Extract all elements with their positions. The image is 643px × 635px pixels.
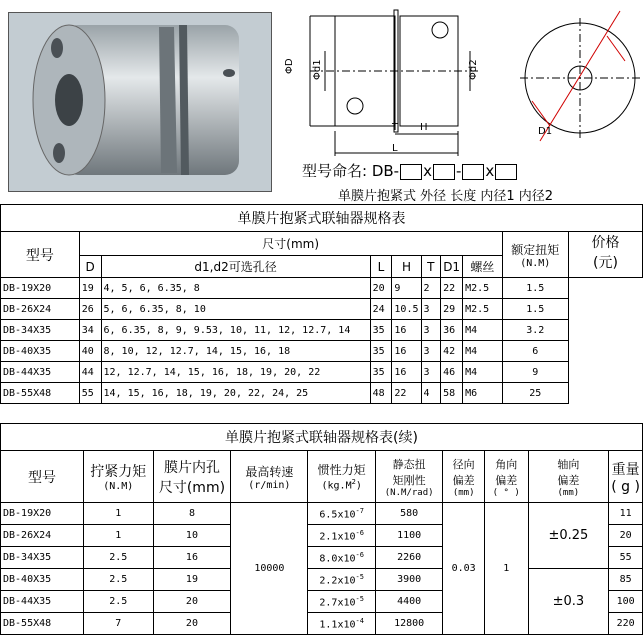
stiffness-label1: 静态扭 [392,457,426,471]
bores-cell: 8, 10, 12, 12.7, 14, 15, 16, 18 [101,341,370,362]
inertia-cell [308,525,375,547]
t2-col-inertia [308,451,375,503]
t2-col-axial [528,451,609,503]
h-cell: 16 [392,362,421,383]
stiffness-cell: 1100 [375,525,443,547]
membrane-cell: 8 [153,503,231,525]
torque-cell: 1.5 [502,299,568,320]
stiffness-cell: 2260 [375,547,443,569]
weight-cell: 11 [609,503,643,525]
model-cell: DB-34X35 [1,547,84,569]
membrane-cell: 20 [153,591,231,613]
weight-cell: 220 [609,613,643,635]
inertia-cell [308,591,375,613]
h-cell: 16 [392,341,421,362]
inertia-exponent: -5 [355,594,364,603]
tighten-cell: 2.5 [83,547,153,569]
torque-cell: 3.2 [502,320,568,341]
screw-cell: M2.5 [463,299,502,320]
price-label: 价格 [591,235,620,251]
t-label: T [392,122,399,133]
screw-cell: M4 [463,362,502,383]
inertia-exponent: -4 [355,616,364,625]
model-cell: DB-40X35 [1,569,84,591]
h-cell: 22 [392,383,421,404]
l-label: L [392,143,398,154]
membrane-cell: 20 [153,613,231,635]
inertia-cell [308,547,375,569]
model-cell: DB-55X48 [1,383,80,404]
screw-cell: M4 [463,320,502,341]
model-cell: DB-55X48 [1,613,84,635]
h-label: H [420,122,428,133]
torque-cell: 1.5 [502,278,568,299]
d1-cell: 46 [441,362,463,383]
d-cell: 26 [79,299,101,320]
model-cell: DB-26X24 [1,525,84,547]
model-naming-row [302,160,518,181]
inertia-exponent: -7 [355,506,364,515]
tighten-cell: 7 [83,613,153,635]
l-cell: 35 [370,320,392,341]
inertia-cell [308,569,375,591]
d1-cell: 42 [441,341,463,362]
model-cell: DB-19X20 [1,503,84,525]
model-cell: DB-44X35 [1,591,84,613]
t2-col-tighten [83,451,153,503]
inertia-label: 惯性力矩 [317,463,366,478]
membrane-cell: 16 [153,547,231,569]
inertia-cell [308,613,375,635]
table-row [1,299,643,320]
d0-label: ΦD [284,58,295,74]
d1-cell: 29 [441,299,463,320]
naming-legend: 单膜片抱紧式 外径 长度 内径1 内径2 [338,189,554,204]
l-cell: 35 [370,362,392,383]
membrane-unit: 尺寸(mm) [158,479,226,496]
table-row [1,341,643,362]
bores-cell: 4, 5, 6, 6.35, 8 [101,278,370,299]
inertia-base: 1.1x10 [319,619,356,631]
bores-cell: 6, 6.35, 8, 9, 9.53, 10, 11, 12, 12.7, 14 [101,320,370,341]
d1-cell: 36 [441,320,463,341]
stiffness-cell: 4400 [375,591,443,613]
model-cell: DB-34X35 [1,320,80,341]
table-row [1,362,643,383]
screw-cell: M6 [463,383,502,404]
inertia-base: 2.7x10 [319,597,356,609]
table-row [1,503,643,525]
t2-col-radial [443,451,485,503]
axial-label1: 轴向 [557,457,580,471]
d-cell: 44 [79,362,101,383]
t2-col-stiffness [375,451,443,503]
naming-sep1: x [423,162,432,180]
tighten-cell: 1 [83,525,153,547]
inertia-exponent: -5 [355,572,364,581]
col-h: H [392,256,421,278]
bores-cell: 14, 15, 16, 18, 19, 20, 22, 24, 25 [101,383,370,404]
naming-sep3: x [485,162,495,180]
l-cell: 35 [370,341,392,362]
price-unit: (元) [593,255,618,271]
t2-col-membrane [153,451,231,503]
tighten-unit: (N.M) [103,481,134,492]
d2-label: Φd2 [468,59,479,80]
l-cell: 20 [370,278,392,299]
screw-cell: M4 [463,341,502,362]
col-d1: D1 [441,256,463,278]
d-cell: 34 [79,320,101,341]
membrane-cell: 10 [153,525,231,547]
axial-unit: (mm) [557,487,580,498]
inertia-unit: $(kg.M^2)$ [321,478,362,492]
col-torque [502,232,568,278]
d1-cell: 58 [441,383,463,404]
l-cell: 24 [370,299,392,320]
t-cell: 2 [421,278,441,299]
t-cell: 3 [421,320,441,341]
naming-sep2: - [455,162,462,180]
t-cell: 3 [421,299,441,320]
spec-table-title: 单膜片抱紧式联轴器规格表 [1,205,643,232]
angular-label1: 角向 [495,457,518,471]
stiffness-cell: 3900 [375,569,443,591]
model-cell: DB-19X20 [1,278,80,299]
coupling-image [9,13,271,191]
axial-cell-b: ±0.3 [528,569,609,635]
radial-unit: (mm) [452,487,475,498]
tighten-cell: 2.5 [83,569,153,591]
table-row [1,320,643,341]
col-price [568,232,642,278]
weight-cell: 20 [609,525,643,547]
col-size: 尺寸(mm) [79,232,502,256]
radial-cell: 0.03 [443,503,485,635]
stiffness-unit: (N.M/rad) [384,487,434,498]
stiffness-label2: 矩刚性 [392,473,426,487]
bores-cell: 5, 6, 6.35, 8, 10 [101,299,370,320]
col-bores: d1,d2可选孔径 [101,256,370,278]
t2-col-speed [231,451,308,503]
inertia-base: 8.0x10 [319,553,356,565]
h-cell: 10.5 [392,299,421,320]
d1-dim-label: D1 [538,126,553,137]
d-cell: 40 [79,341,101,362]
t2-col-model: 型号 [1,451,84,503]
t2-col-weight [609,451,643,503]
d-cell: 19 [79,278,101,299]
torque-cell: 25 [502,383,568,404]
col-screw: 螺丝 [463,256,502,278]
screw-cell: M2.5 [463,278,502,299]
d1-label: Φd1 [312,59,323,80]
d1-cell: 22 [441,278,463,299]
weight-cell: 55 [609,547,643,569]
angular-cell: 1 [484,503,528,635]
length-box [433,164,455,180]
l-cell: 48 [370,383,392,404]
angular-label2: 偏差 [495,473,518,487]
radial-label2: 偏差 [452,473,475,487]
torque-cell: 9 [502,362,568,383]
inertia-base: 2.1x10 [319,531,356,543]
tighten-label: 拧紧力矩 [90,464,147,480]
speed-label: 最高转速 [245,464,294,479]
spec-table [0,204,643,404]
spec-table2-title: 单膜片抱紧式联轴器规格表(续) [1,424,643,451]
col-d: D [79,256,101,278]
tighten-cell: 1 [83,503,153,525]
membrane-cell: 19 [153,569,231,591]
spec-table-continued [0,423,643,635]
t-cell: 4 [421,383,441,404]
table-row [1,278,643,299]
tighten-cell: 2.5 [83,591,153,613]
membrane-label: 膜片内孔 [163,459,220,476]
axial-cell-a: ±0.25 [528,503,609,569]
t-cell: 3 [421,362,441,383]
h-cell: 9 [392,278,421,299]
inertia-exponent: -6 [355,528,364,537]
coupling-photo [8,12,272,192]
d-cell: 55 [79,383,101,404]
inertia-base: 6.5x10 [319,509,356,521]
col-l: L [370,256,392,278]
h-cell: 16 [392,320,421,341]
weight-cell: 85 [609,569,643,591]
angular-unit: ( ° ) [492,487,520,498]
outer-dia-box [400,164,422,180]
speed-unit: (r/min) [248,479,291,491]
inertia-exponent: -6 [355,550,364,559]
inner-dia2-box [495,164,517,180]
axial-label2: 偏差 [557,473,580,487]
torque-label: 额定扭矩 [511,242,560,257]
radial-label1: 径向 [452,457,475,471]
weight-unit: ( g ) [611,478,640,495]
speed-cell: 10000 [231,503,308,635]
technical-drawing [280,6,642,164]
weight-cell: 100 [609,591,643,613]
model-cell: DB-40X35 [1,341,80,362]
table-row [1,569,643,591]
t2-col-angular [484,451,528,503]
torque-unit: (N.M) [520,257,551,269]
stiffness-cell: 580 [375,503,443,525]
table-row [1,383,643,404]
bores-cell: 12, 12.7, 14, 15, 16, 18, 19, 20, 22 [101,362,370,383]
stiffness-cell: 12800 [375,613,443,635]
t-cell: 3 [421,341,441,362]
inertia-base: 2.2x10 [319,575,356,587]
inertia-cell [308,503,375,525]
col-t: T [421,256,441,278]
model-cell: DB-26X24 [1,299,80,320]
naming-prefix: 型号命名: DB- [302,162,400,180]
model-cell: DB-44X35 [1,362,80,383]
inner-dia1-box [462,164,484,180]
col-model: 型号 [1,232,80,278]
weight-label: 重量 [611,461,640,478]
torque-cell: 6 [502,341,568,362]
